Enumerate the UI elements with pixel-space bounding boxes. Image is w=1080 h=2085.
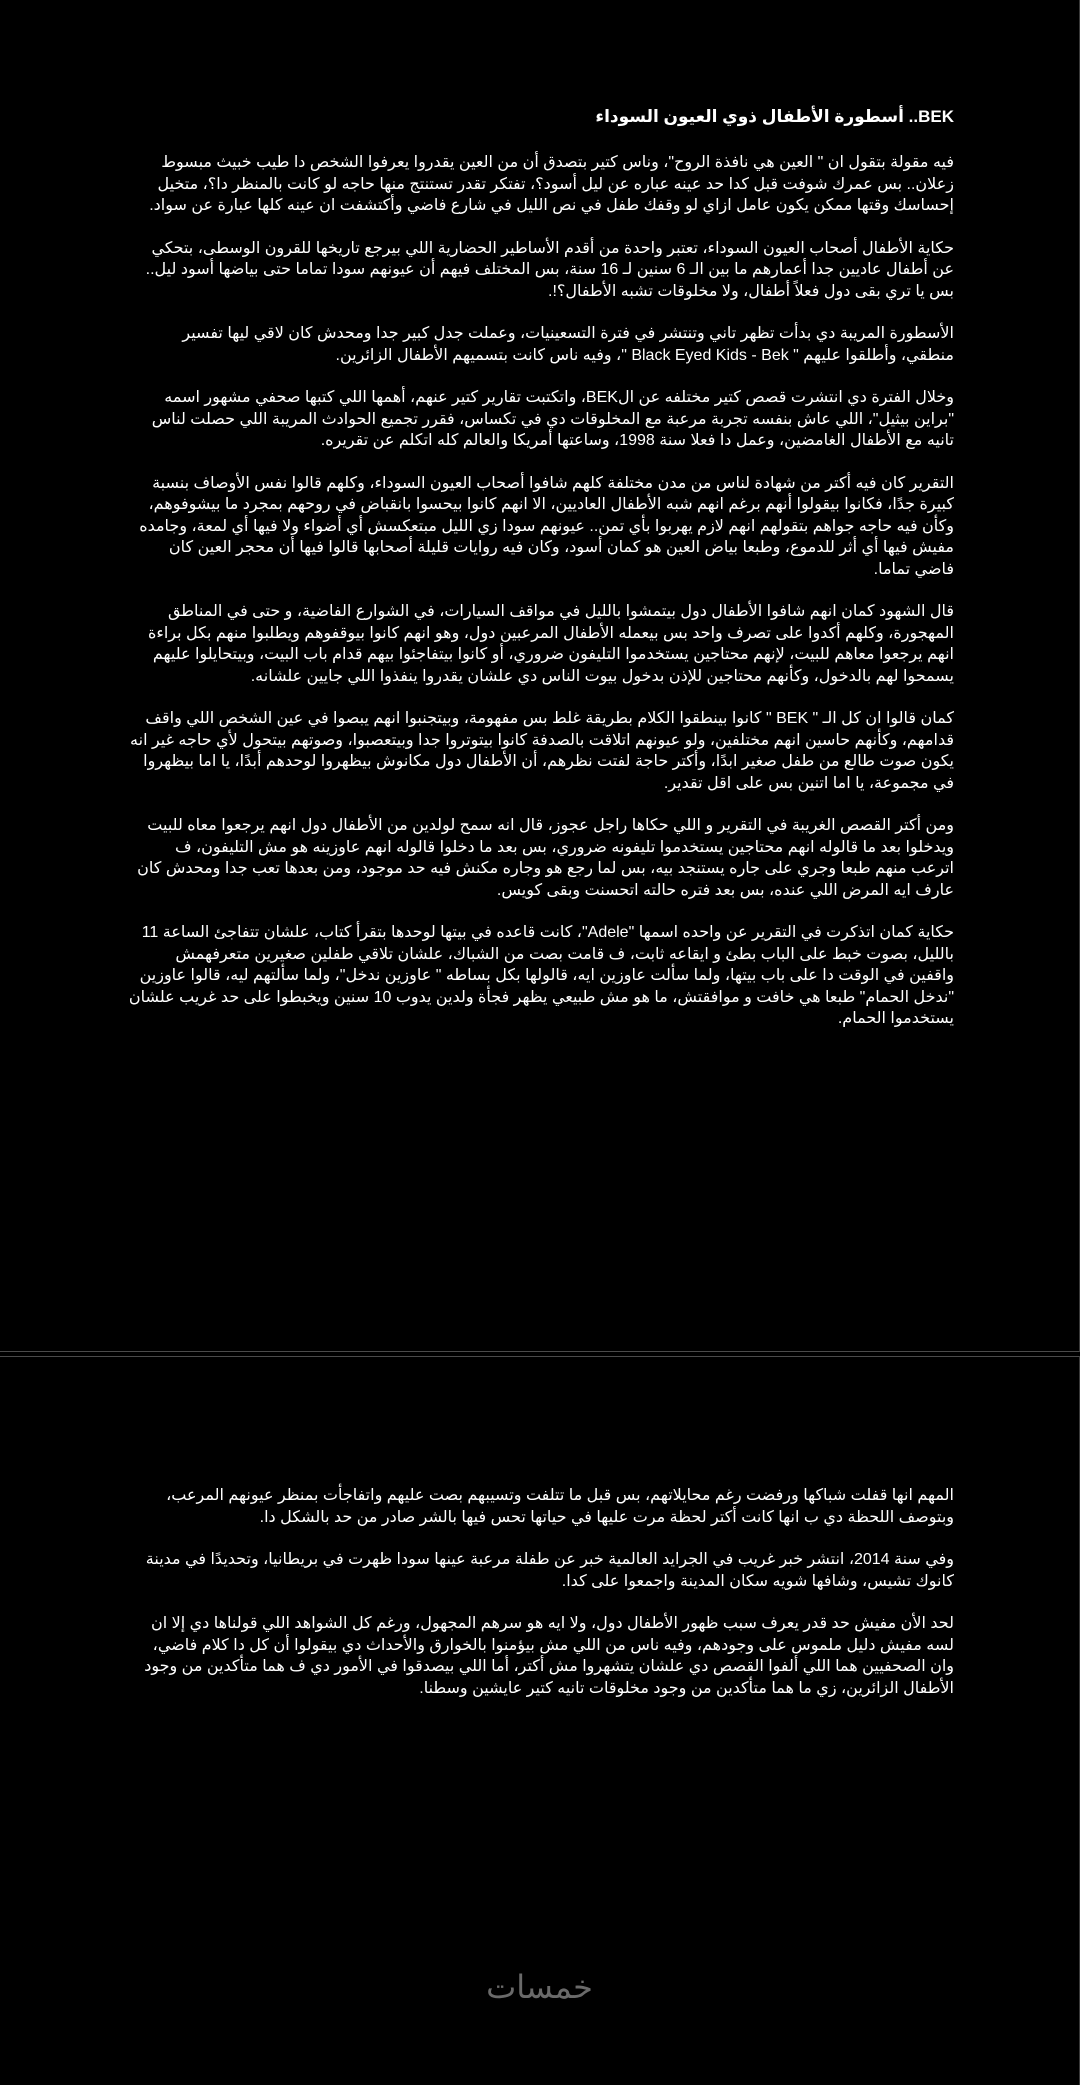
- paragraph: قال الشهود كمان انهم شافوا الأطفال دول بيتمشوا بالليل في مواقف السيارات، في الشوارع الفاضية، و حتى في المناطق المهجورة، وكلهم أكدوا على تصرف واحد بس بيعمله الأطفال المرعبين دول، وهو انهم كانوا بيوقفوهم ويطلبوا منهم بكل براءة انهم يرجعوا معاهم للبيت، لإنهم محتاجين يستخدموا التليفون ضروري، أو كانوا بيتفاجئوا بيهم قدام باب البيت، وبيتحايلوا عليهم يسمحوا لهم بالدخول، وكأنهم محتاجين للإذن بدخول بيوت الناس دي علشان يقدروا ينفذوا اللي جايين علشانه.: [147, 603, 954, 685]
- document-page-2: [0, 1356, 1080, 2085]
- paragraph: ومن أكتر القصص الغريبة في التقرير و اللي حكاها راجل عجوز، قال انه سمح لولدين من الأطفال دول انهم يرجعوا معاه للبيت ويدخلوا بعد ما قالوله انهم محتاجين يستخدموا تليفونه ضروري، بس بعد ما دخلوا قالوله انهم عاوزينه هو مش التليفون، ف اترعب منهم طبعا وجري على جاره يستنجد بيه، بس لما رجع هو وجاره مكنش فيه حد موجود، ومن بعدها تعب جدا ومحدش كان عارف ايه المرض اللي عنده، بس بعد فتره حالته اتحسنت وبقى كويس.: [137, 817, 954, 899]
- khamsat-logo: خمسات: [486, 1969, 593, 2005]
- page-2-content: [128, 1485, 954, 1720]
- article-title: BEK.. أسطورة الأطفال ذوي العيون السوداء: [595, 107, 954, 126]
- paragraph: لحد الأن مفيش حد قدر يعرف سبب ظهور الأطفال دول، ولا ايه هو سرهم المجهول، ورغم كل الشواهد اللي قولناها دي إلا ان لسه مفيش دليل ملموس على وجودهم، وفيه ناس من اللي مش بيؤمنوا بالخوارق والأحداث دي بيقولوا أن كل دا كلام فاضي، وان الصحفيين هما اللي ألفوا القصص دي علشان يتشهروا مش أكتر، أما اللي بيصدقوا في الأمور دي ف هما متأكدين من وجود الأطفال الزائرين، زي ما هما متأكدين من وجود مخلوقات تانيه كتير عايشين وسطنا.: [144, 1615, 954, 1697]
- paragraph: وخلال الفترة دي انتشرت قصص كتير مختلفه عن الBEK، واتكتبت تقارير كتير عنهم، أهمها اللي كتبها صحفي مشهور اسمه "براين بيثيل"، اللي عاش بنفسه تجربة مرعبة مع المخلوقات دي في تكساس، فقرر تجميع الحوادث المريبة اللي حصلت لناس تانيه مع الأطفال الغامضين، وعمل دا فعلا سنة 1998، وساعتها أمريكا والعالم كله اتكلم عن تقريره.: [151, 389, 954, 449]
- paragraph: التقرير كان فيه أكتر من شهادة لناس من مدن مختلفة كلهم شافوا أصحاب العيون السوداء، وكلهم قالوا نفس الأوصاف بنسبة كبيرة جدًا، فكانوا بيقولوا أنهم برغم انهم شبه الأطفال العاديين، الا انهم كانوا بيحسوا بانقباض في روحهم بمجرد ما بيشوفوهم، وكأن فيه حاجه جواهم بتقولهم انهم لازم يهربوا بأي تمن.. عيونهم سودا زي الليل مبتعكسش أي أضواء ولا فيها أي لمعة، وجامده مفيش فيها أي أثر للدموع، وطبعا بياض العين هو كمان أسود، وكان فيه روايات قليلة أصحابها قالوا فيها أن محجر العين كان فاضي تماما.: [139, 474, 954, 578]
- paragraph: وفي سنة 2014، انتشر خبر غريب في الجرايد العالمية خبر عن طفلة مرعبة عينها سودا ظهرت في بريطانيا، وتحديدًا في مدينة كانوك تشيس، وشافها شويه سكان المدينة واجمعوا على كدا.: [145, 1551, 954, 1590]
- paragraph: المهم انها قفلت شباكها ورفضت رغم محايلاتهم، بس قبل ما تتلفت وتسيبهم بصت عليهم واتفاجأت بمنظر عيونهم المرعب، وبتوصف اللحظة دي ب انها كانت أكتر لحظة مرت عليها في حياتها تحس فيها بالشر صادر من حد بالشكل دا.: [166, 1487, 954, 1526]
- paragraph: حكاية الأطفال أصحاب العيون السوداء، تعتبر واحدة من أقدم الأساطير الحضارية اللي بيرجع تاريخها للقرون الوسطى، بتحكي عن أطفال عاديين جدا أعمارهم ما بين الـ 6 سنين لـ 16 سنة، بس المختلف فيهم أن عيونهم سودا تماما حتى بياضها أسود ليل.. بس يا تري بقى دول فعلاً أطفال، ولا مخلوقات تشبه الأطفال؟!.: [145, 239, 954, 300]
- page-1-content: [128, 104, 954, 1051]
- paragraph: كمان قالوا ان كل الـ " BEK " كانوا بينطقوا الكلام بطريقة غلط بس مفهومة، وبيتجنبوا انهم يبصوا في عين الشخص اللي واقف قدامهم، وكأنهم حاسين انهم مختلفين، ولو عيونهم اتلاقت بالصدفة كانوا بيتوتروا جدا وبيتعصبوا، وصوتهم بيتحول لأي حاجه غير انه يكون صوت طالع من طفل صغير ابدًا، وأكتر حاجة لفتت نظرهم، أن الأطفال دول مكانوش بيظهروا لوحدهم أبدًا، يا اما بيظهروا في مجموعة، يا اما اتنين بس على اقل تقدير.: [130, 710, 954, 792]
- paragraph: الأسطورة المريبة دي بدأت تظهر تاني وتنتشر في فترة التسعينيات، وعملت جدل كبير جدا ومحدش كان لاقي ليها تفسير منطقي، وأطلقوا عليهم " Black Eyed Kids - Bek "، وفيه ناس كانت بتسميهم الأطفال الزائرين.: [182, 325, 954, 364]
- paragraph: حكاية كمان اتذكرت في التقرير عن واحده اسمها "Adele"، كانت قاعده في بيتها لوحدها بتقرأ كتاب، علشان تتفاجئ الساعة 11 بالليل، بصوت خبط على الباب بطئ و ايقاعه ثابت، ف قامت بصت من الشباك، علشان تلاقي طفلين صغيرين متعرفهمش واقفين في الوقت دا على باب بيتها، ولما سألت عاوزين ايه، قالولها بكل بساطه " عاوزين ندخل"، ولما سألتهم ليه، قالوا عاوزين "ندخل الحمام" طبعا هي خافت و موافقتش، ما هو مش طبيعي يظهر فجأة ولدين يدوب 10 سنين ويخبطوا على حد غريب علشان يستخدموا الحمام.: [128, 924, 954, 1027]
- paragraph: فيه مقولة بتقول ان " العين هي نافذة الروح"، وناس كتير بتصدق أن من العين يقدروا يعرفوا الشخص دا طيب خبيث مبسوط زعلان.. بس عمرك شوفت قبل كدا حد عينه عباره عن ليل أسود؟، تفتكر تقدر تستنتج منها حاجه لو كانت بالمنظر دا؟، متخيل إحساسك وقتها ممكن يكون عامل ازاي لو وقفك طفل في نص الليل في شارع فاضي وأكتشفت ان عينه كلها عبارة عن سواد.: [149, 154, 954, 214]
